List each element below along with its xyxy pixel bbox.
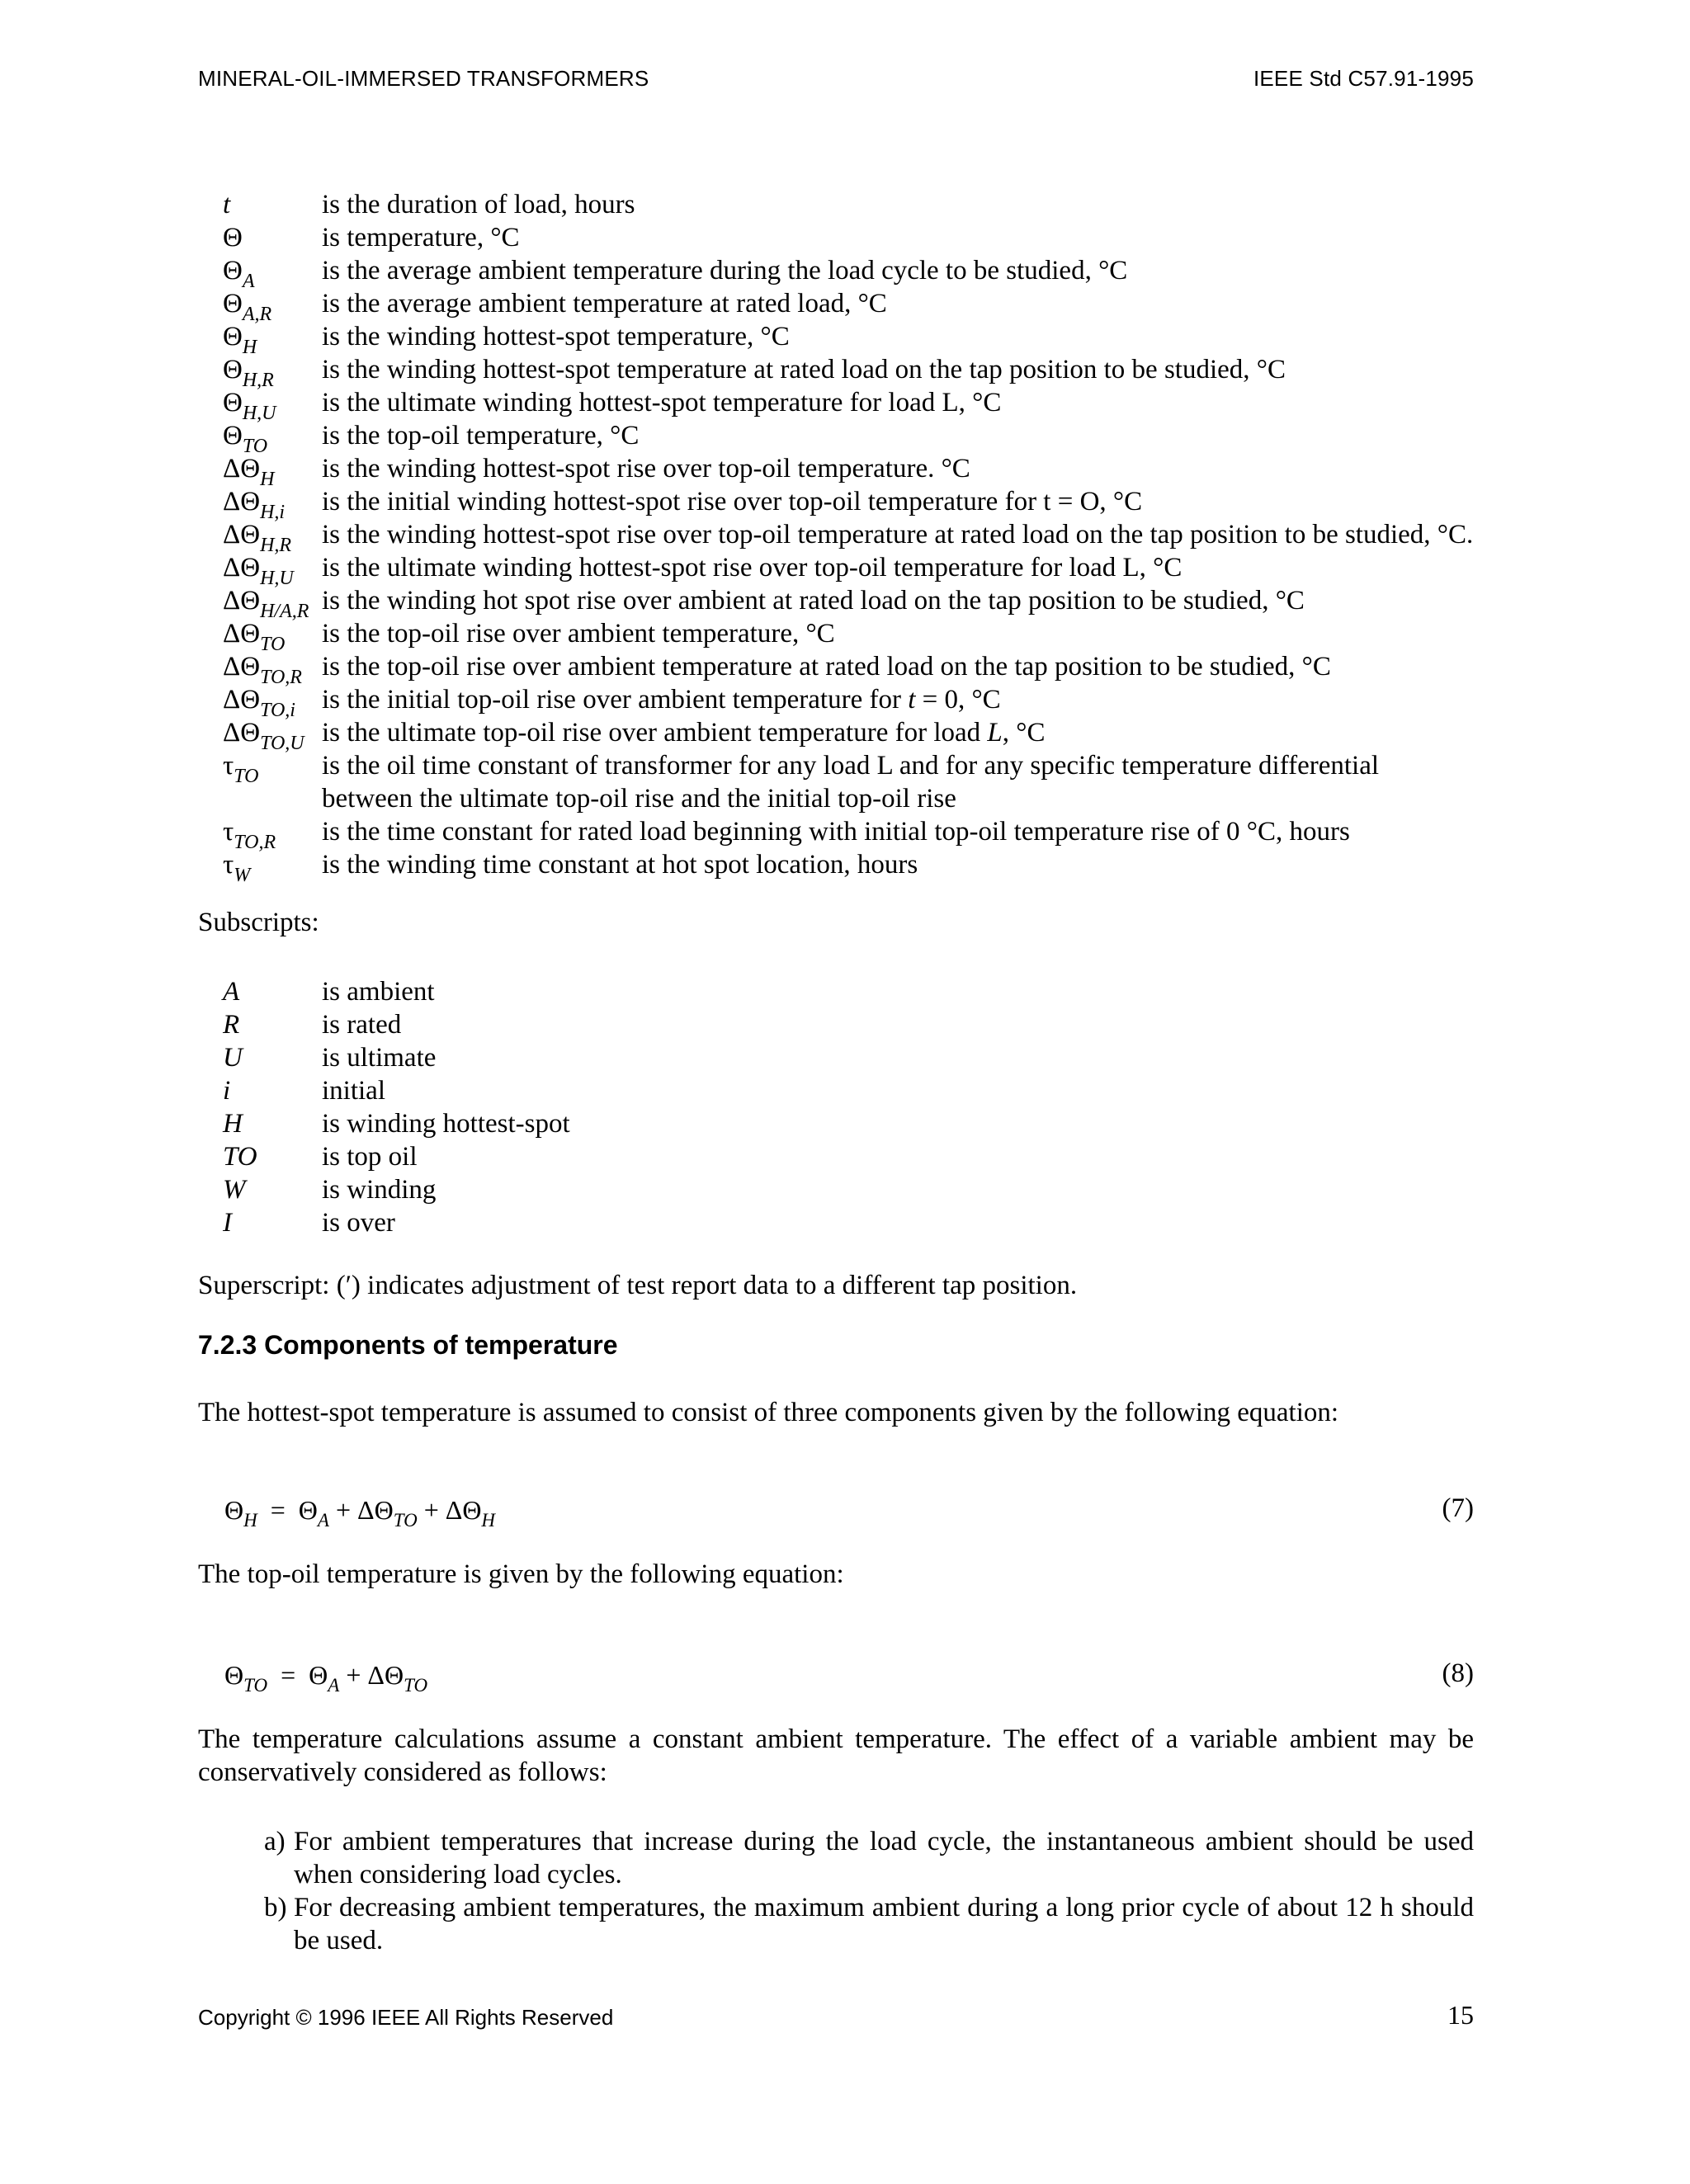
symbol-subscript: TO — [242, 436, 268, 457]
symbol-subscript: TO,R — [260, 667, 302, 688]
definition-row — [198, 452, 1474, 490]
symbol-subscript: A — [242, 271, 255, 292]
subscript-meaning: initial — [322, 1076, 385, 1106]
definition-row — [198, 188, 1474, 221]
symbol-subscript: H,R — [260, 535, 292, 556]
symbol-main: τ — [223, 817, 234, 847]
definition-symbol — [198, 551, 322, 589]
subscript-letter: U — [223, 1043, 243, 1073]
subscript-row — [198, 975, 858, 1008]
list-marker — [198, 1891, 294, 1957]
subscript-symbol — [198, 1074, 322, 1107]
subscript-letter: TO — [223, 1142, 257, 1172]
definition-symbol — [198, 485, 322, 523]
definition-row — [198, 254, 1474, 292]
definition-text-post: , °C — [1002, 718, 1046, 748]
definition-variable: t — [908, 685, 916, 715]
equation-8: $\Theta_{TO} = \Theta_A + \Delta\Theta_{TO}$ — [224, 1660, 428, 1696]
definition-symbol — [198, 716, 322, 754]
symbol-main: t — [223, 190, 231, 219]
section-heading: 7.2.3 Components of temperature — [198, 1330, 618, 1360]
footer-copyright: Copyright © 1996 IEEE All Rights Reserved — [198, 2005, 614, 2030]
list-item — [198, 1825, 1474, 1891]
equation-7-number: (7) — [1442, 1493, 1474, 1523]
superscript-note: Superscript: (′) indicates adjustment of test report data to a different tap position. — [198, 1271, 1078, 1300]
subscript-row — [198, 1074, 858, 1107]
symbol-main: ΔΘ — [223, 652, 261, 682]
definition-text-pre: is the ultimate top-oil rise over ambient temperature for load — [322, 718, 988, 748]
subscript-letter: I — [223, 1208, 232, 1238]
definition-symbol — [198, 518, 322, 556]
definition-row — [198, 551, 1474, 589]
definition-text: is the winding hottest-spot rise over top-oil temperature. °C — [322, 454, 970, 483]
ambient-list — [198, 1825, 1474, 1957]
definition-symbol — [198, 353, 322, 391]
definition-text — [322, 683, 1474, 716]
subscript-row — [198, 1008, 858, 1041]
symbol-subscript: H,i — [260, 502, 286, 523]
definition-symbol — [198, 584, 322, 622]
symbol-main: τ — [223, 850, 234, 880]
definition-row — [198, 617, 1474, 655]
symbol-main: ΔΘ — [223, 520, 261, 550]
symbol-main: Θ — [223, 289, 243, 318]
subscript-symbol — [198, 1008, 322, 1041]
list-marker — [198, 1825, 294, 1891]
symbol-main: ΔΘ — [223, 487, 261, 517]
definition-symbol — [198, 650, 322, 688]
symbol-subscript: H,U — [242, 403, 276, 424]
symbol-main: Θ — [223, 388, 243, 417]
definition-text — [322, 716, 1474, 749]
definition-variable: L — [987, 718, 1003, 748]
subscript-letter: i — [223, 1076, 231, 1106]
definition-row — [198, 221, 1474, 254]
definition-row — [198, 848, 1474, 886]
paragraph-hottest-spot: The hottest-spot temperature is assumed to consist of three components given by the following equation: — [198, 1398, 1339, 1427]
definition-text: is the winding hottest-spot temperature at rated load on the tap position to be studied, °C — [322, 355, 1286, 384]
symbol-main: Θ — [223, 223, 243, 252]
symbol-main: ΔΘ — [223, 586, 261, 616]
symbol-main: Θ — [223, 355, 243, 384]
symbol-subscript: W — [234, 865, 251, 886]
definition-text: is the initial winding hottest-spot rise over top-oil temperature for t = O, °C — [322, 487, 1143, 517]
definition-text: is the time constant for rated load beginning with initial top-oil temperature rise of 0 °C, hours — [322, 817, 1350, 847]
definition-row — [198, 749, 1474, 815]
symbol-subscript: H/A,R — [260, 601, 309, 622]
subscript-letter: R — [223, 1010, 240, 1040]
subscript-meaning: is top oil — [322, 1142, 418, 1172]
definition-symbol — [198, 287, 322, 325]
definition-symbol — [198, 749, 322, 815]
subscript-row — [198, 1206, 858, 1239]
symbol-subscript: TO — [234, 766, 259, 787]
list-marker-label: b) — [264, 1893, 287, 1922]
symbol-subscript: H,R — [242, 370, 274, 391]
subscript-definition-list — [198, 975, 858, 1239]
definition-symbol — [198, 320, 322, 358]
equation-8-number: (8) — [1442, 1658, 1474, 1688]
symbol-main: ΔΘ — [223, 685, 261, 715]
subscript-row — [198, 1041, 858, 1074]
subscript-meaning: is winding hottest-spot — [322, 1109, 570, 1139]
subscript-meaning: is ultimate — [322, 1043, 437, 1073]
symbol-subscript: H — [242, 337, 257, 358]
definition-row — [198, 485, 1474, 523]
definition-row — [198, 584, 1474, 622]
symbol-subscript: H — [260, 469, 275, 490]
subscript-meaning: is rated — [322, 1010, 402, 1040]
paragraph-ambient: The temperature calculations assume a constant ambient temperature. The effect of a variable ambient may be conservatively considered as follows: — [198, 1724, 1474, 1787]
subscript-row — [198, 1140, 858, 1173]
symbol-subscript: TO — [260, 634, 286, 655]
running-header-title: MINERAL-OIL-IMMERSED TRANSFORMERS — [198, 66, 649, 91]
subscript-symbol — [198, 1206, 322, 1239]
definition-symbol — [198, 419, 322, 457]
definition-text: is the winding hottest-spot temperature, °C — [322, 322, 790, 351]
definition-text-post: = 0, °C — [915, 685, 1001, 715]
subscripts-label: Subscripts: — [198, 908, 319, 937]
symbol-main: ΔΘ — [223, 553, 261, 583]
subscript-meaning: is winding — [322, 1175, 437, 1205]
definition-text: is the top-oil temperature, °C — [322, 421, 640, 450]
subscript-symbol — [198, 1140, 322, 1173]
paragraph-top-oil: The top-oil temperature is given by the following equation: — [198, 1559, 844, 1589]
definition-row — [198, 320, 1474, 358]
subscript-meaning: is over — [322, 1208, 395, 1238]
definition-row — [198, 683, 1474, 721]
symbol-definition-list — [198, 188, 1474, 886]
definition-text: is the ultimate winding hottest-spot temperature for load L, °C — [322, 388, 1002, 417]
definition-text: is the top-oil rise over ambient temperature, °C — [322, 619, 835, 649]
definition-text: is the winding hottest-spot rise over top-oil temperature at rated load on the tap position to be studied, °C. — [322, 520, 1474, 550]
subscript-symbol — [198, 1041, 322, 1074]
definition-row — [198, 716, 1474, 754]
definition-row — [198, 386, 1474, 424]
list-marker-label: a) — [264, 1827, 286, 1856]
definition-row — [198, 287, 1474, 325]
subscript-letter: H — [223, 1109, 243, 1139]
subscript-row — [198, 1173, 858, 1206]
subscript-letter: W — [223, 1175, 246, 1205]
symbol-main: Θ — [223, 256, 243, 285]
definition-symbol — [198, 254, 322, 292]
symbol-subscript: TO,R — [234, 832, 276, 853]
subscript-row — [198, 1107, 858, 1140]
definition-row — [198, 815, 1474, 853]
definition-text: is the ultimate winding hottest-spot rise over top-oil temperature for load L, °C — [322, 553, 1183, 583]
definition-symbol — [198, 188, 322, 221]
symbol-subscript: H,U — [260, 568, 294, 589]
definition-symbol — [198, 848, 322, 886]
symbol-main: Θ — [223, 322, 243, 351]
definition-symbol — [198, 815, 322, 853]
definition-symbol — [198, 683, 322, 721]
symbol-main: ΔΘ — [223, 454, 261, 483]
symbol-main: ΔΘ — [223, 718, 261, 748]
symbol-main: τ — [223, 751, 234, 781]
subscript-letter: A — [223, 977, 240, 1007]
definition-text-pre: is the initial top-oil rise over ambient temperature for — [322, 685, 909, 715]
definition-row — [198, 419, 1474, 457]
subscript-symbol — [198, 1173, 322, 1206]
definition-text: is the average ambient temperature at rated load, °C — [322, 289, 887, 318]
definition-symbol — [198, 386, 322, 424]
symbol-subscript: TO,i — [260, 700, 295, 721]
definition-text: is the top-oil rise over ambient temperature at rated load on the tap position to be studied, °C — [322, 652, 1331, 682]
definition-symbol — [198, 221, 322, 254]
definition-text: is the winding time constant at hot spot location, hours — [322, 850, 918, 880]
symbol-subscript: TO,U — [260, 733, 304, 754]
subscript-symbol — [198, 1107, 322, 1140]
definition-text: is the duration of load, hours — [322, 190, 635, 219]
definition-row — [198, 518, 1474, 556]
definition-symbol — [198, 452, 322, 490]
running-header-standard: IEEE Std C57.91-1995 — [1253, 66, 1474, 91]
symbol-main: ΔΘ — [223, 619, 261, 649]
definition-text: is the average ambient temperature during the load cycle to be studied, °C — [322, 256, 1128, 285]
symbol-main: Θ — [223, 421, 243, 450]
page-number: 15 — [1447, 2000, 1474, 2030]
subscript-meaning: is ambient — [322, 977, 435, 1007]
subscript-symbol — [198, 975, 322, 1008]
definition-row — [198, 650, 1474, 688]
definition-row — [198, 353, 1474, 391]
list-item — [198, 1891, 1474, 1957]
definition-symbol — [198, 617, 322, 655]
equation-7: $\Theta_H = \Theta_A + \Delta\Theta_{TO} + \Delta\Theta_H$ — [224, 1495, 496, 1531]
list-item-text: For decreasing ambient temperatures, the maximum ambient during a long prior cycle of about 12 h should be used. — [294, 1893, 1474, 1955]
definition-text: is the winding hot spot rise over ambient at rated load on the tap position to be studied, °C — [322, 586, 1305, 616]
definition-text: is the oil time constant of transformer for any load L and for any specific temperature differential between the ultimate top-oil rise and the initial top-oil rise — [322, 751, 1380, 814]
symbol-subscript: A,R — [242, 304, 272, 325]
list-item-text: For ambient temperatures that increase during the load cycle, the instantaneous ambient should be used when considering load cycles. — [294, 1827, 1474, 1889]
definition-text: is temperature, °C — [322, 223, 520, 252]
